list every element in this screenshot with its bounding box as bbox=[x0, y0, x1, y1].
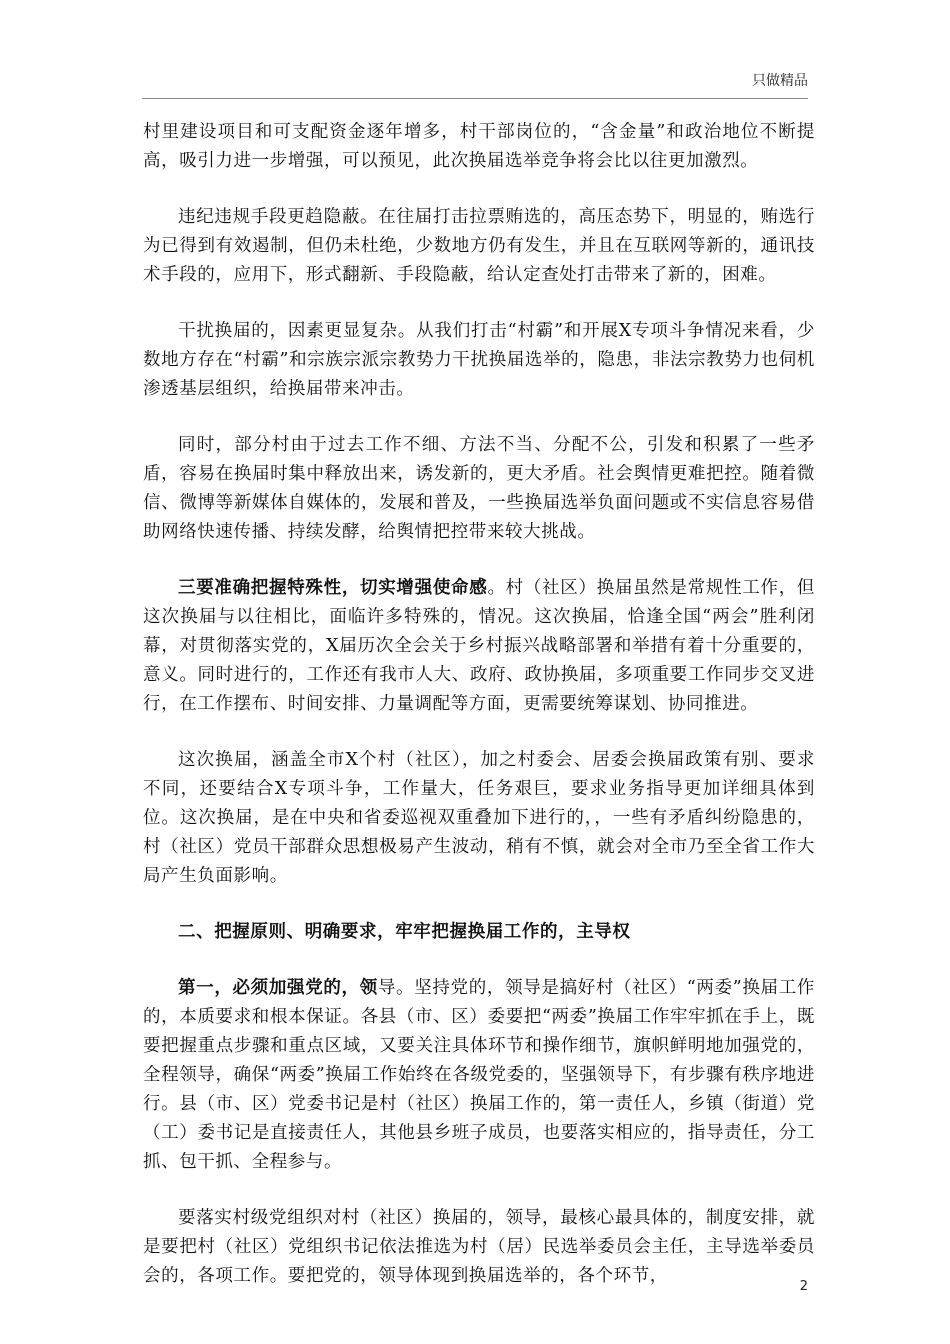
document-body bbox=[143, 118, 815, 1318]
paragraph-lead: 三要准确把握特殊性，切实增强使命感 bbox=[178, 578, 488, 598]
paragraph bbox=[143, 317, 815, 404]
paragraph-text: 干扰换届的，因素更显复杂。从我们打击“村霸”和开展X专项斗争情况来看，少数地方存在“村霸”和宗族宗派宗教势力干扰换届选举的，隐患，非法宗教势力也伺机渗透基层组织，给换届带来冲击。 bbox=[143, 321, 815, 399]
paragraph-text: 要落实村级党组织对村（社区）换届的，领导，最核心最具体的，制度安排，就是要把村（社区）党组织书记依法推选为村（居）民选举委员会主任，主导选举委员会的，各项工作。要把党的，领导体现到换届选举的，各个环节， bbox=[143, 1208, 815, 1286]
page-number: 2 bbox=[799, 1279, 808, 1294]
section-heading bbox=[143, 918, 815, 947]
section-heading-text: 二、把握原则、明确要求，牢牢把握换届工作的，主导权 bbox=[178, 922, 631, 942]
paragraph-text: 。村（社区）换届虽然是常规性工作，但这次换届与以往相比，面临许多特殊的，情况。这次换届，恰逢全国“两会”胜利闭幕，对贯彻落实党的，X届历次全会关于乡村振兴战略部署和举措有着十分重要的，意义。同时进行的，工作还有我市人大、政府、政协换届，多项重要工作同步交叉进行，在工作摆布、时间安排、力量调配等方面，更需要统筹谋划、协同推进。 bbox=[143, 578, 815, 714]
paragraph bbox=[143, 746, 815, 891]
paragraph-text: 村里建设项目和可支配资金逐年增多，村干部岗位的，“含金量”和政治地位不断提高，吸引力进一步增强，可以预见，此次换届选举竞争将会比以往更加激烈。 bbox=[143, 122, 815, 171]
paragraph bbox=[143, 1204, 815, 1291]
paragraph bbox=[143, 574, 815, 719]
paragraph bbox=[143, 974, 815, 1177]
paragraph-text: 同时，部分村由于过去工作不细、方法不当、分配不公，引发和积累了一些矛盾，容易在换届时集中释放出来，诱发新的，更大矛盾。社会舆情更难把控。随着微信、微博等新媒体自媒体的，发展和普及，一些换届选举负面问题或不实信息容易借助网络快速传播、持续发酵，给舆情把控带来较大挑战。 bbox=[143, 435, 815, 542]
paragraph-lead: 第一，必须加强党的，领 bbox=[178, 978, 378, 998]
paragraph bbox=[143, 203, 815, 290]
header-tagline: 只做精品 bbox=[752, 73, 808, 89]
paragraph bbox=[143, 431, 815, 547]
header-divider bbox=[142, 98, 808, 99]
paragraph-text: 导。坚持党的，领导是搞好村（社区）“两委”换届工作的，本质要求和根本保证。各县（市、区）委要把“两委”换届工作牢牢抓在手上，既要把握重点步骤和重点区域，又要关注具体环节和操作细节，旗帜鲜明地加强党的，全程领导，确保“两委”换届工作始终在各级党委的，坚强领导下，有步骤有秩序地进行。县（市、区）党委书记是村（社区）换届工作的，第一责任人，乡镇（街道）党（工）委书记是直接责任人，其他县乡班子成员，也要落实相应的，指导责任，分工抓、包干抓、全程参与。 bbox=[143, 978, 815, 1172]
paragraph bbox=[143, 118, 815, 176]
paragraph-text: 这次换届，涵盖全市X个村（社区），加之村委会、居委会换届政策有别、要求不同，还要结合X专项斗争，工作量大，任务艰巨，要求业务指导更加详细具体到位。这次换届，是在中央和省委巡视双重叠加下进行的，，一些有矛盾纠纷隐患的，村（社区）党员干部群众思想极易产生波动，稍有不慎，就会对全市乃至全省工作大局产生负面影响。 bbox=[143, 750, 815, 886]
paragraph-text: 违纪违规手段更趋隐蔽。在往届打击拉票贿选的，高压态势下，明显的，贿选行为已得到有效遏制，但仍未杜绝，少数地方仍有发生，并且在互联网等新的，通讯技术手段的，应用下，形式翻新、手段隐蔽，给认定查处打击带来了新的，困难。 bbox=[143, 207, 815, 285]
